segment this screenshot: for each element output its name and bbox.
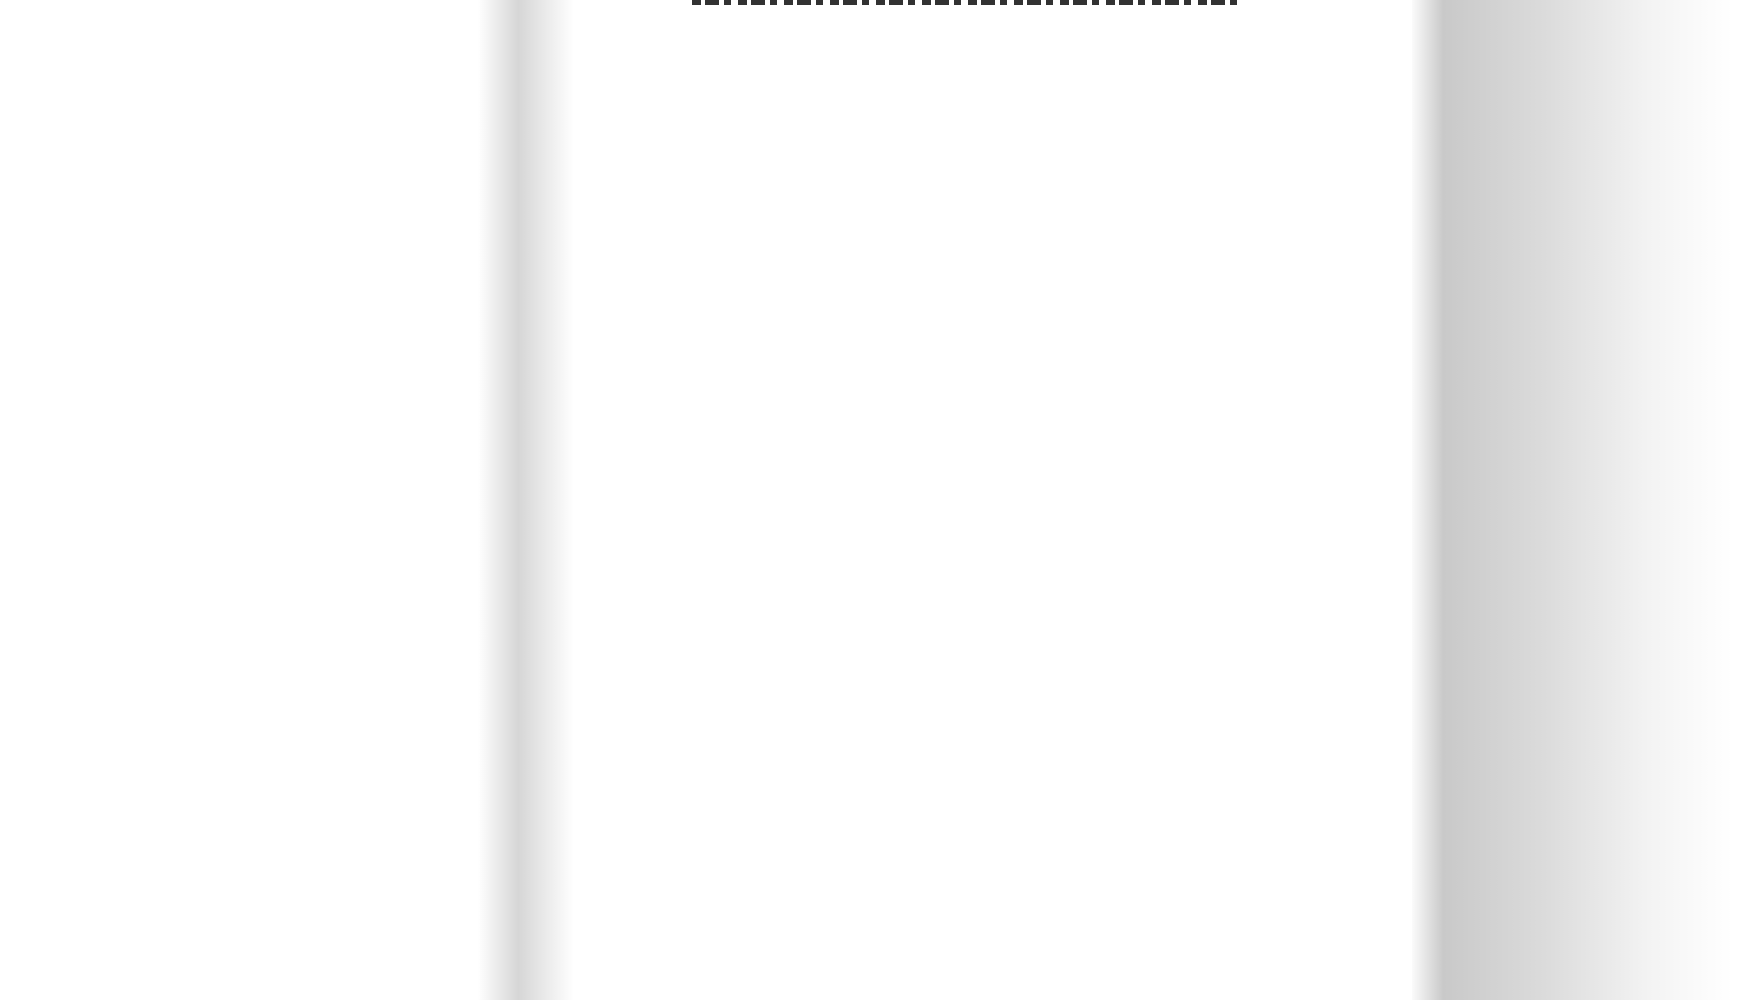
journal-sidebar <box>0 0 180 1000</box>
cropped-text-artifact <box>692 0 1237 5</box>
sidebar-footer-strip <box>0 984 180 1000</box>
page-edge-shadow <box>1412 0 1760 1000</box>
page-gutter-shadow <box>478 0 574 1000</box>
china-choropleth-map <box>600 430 1300 970</box>
